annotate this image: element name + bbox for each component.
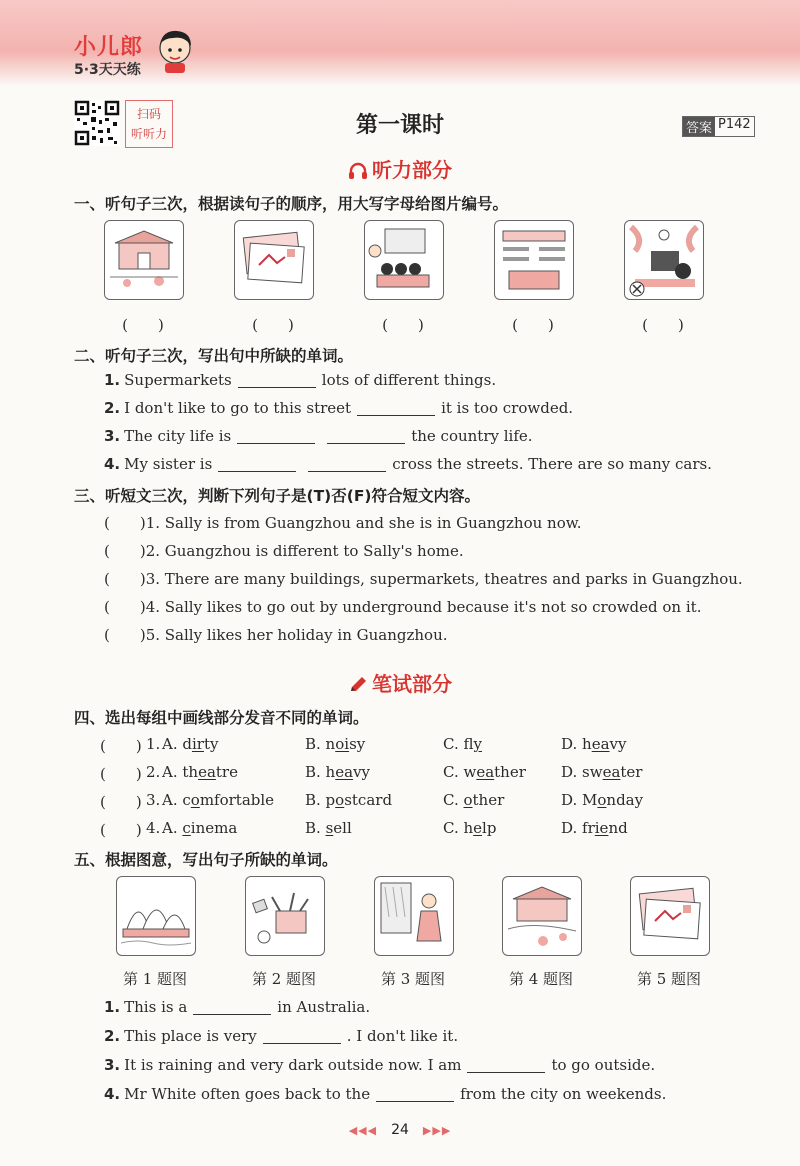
picture-answer-1[interactable]: ( ) [122,316,164,334]
right-arrows-icon: ▶▶▶ [422,1124,452,1137]
picture-theatre [104,220,184,300]
item-number: 3. [104,427,121,445]
scan-label-line2: 听听力 [130,127,167,141]
writing-part-label: 笔试部分 [372,672,452,696]
picture-computer-room [624,220,704,300]
s3-item-5[interactable]: ( )5. Sally likes her holiday in Guangzhou. [104,626,448,644]
s4-option-a: A. dirty [162,735,219,753]
item-text: Mr White often goes back to the [124,1085,371,1103]
s4-option-d: D. Monday [561,791,644,809]
answer-page: P142 [718,117,751,132]
s4-option-a: A. theatre [162,763,238,781]
brand-name: 小儿郎 [74,35,144,60]
picture-caption-5: 第 5 题图 [636,970,702,988]
page-number: 24 [391,1122,409,1138]
picture-caption-4: 第 4 题图 [508,970,574,988]
item-number: 4. [104,455,121,473]
s4-option-c: C. help [443,819,497,837]
item-text: the country life. [411,427,533,445]
pencil-icon [348,676,368,694]
s3-item-2[interactable]: ( )2. Guangzhou is different to Sally's home. [104,542,464,560]
item-text: in Australia. [277,998,371,1016]
s4-item-number: 2. [146,763,161,781]
s5-item-2 [104,1027,458,1045]
picture-cinema [364,220,444,300]
picture-supermarket [494,220,574,300]
lesson-title: 第一课时 [355,113,444,138]
picture-messy-room [245,876,325,956]
item-text: from the city on weekends. [460,1085,667,1103]
s4-option-c: C. other [443,791,505,809]
s4-answer-paren[interactable]: ( ) [100,821,142,839]
answer-page-ref [682,116,755,137]
s4-option-b: B. noisy [305,735,366,753]
item-text: This place is very [124,1027,257,1045]
item-number: 2. [104,1027,121,1045]
picture-answer-4[interactable]: ( ) [512,316,554,334]
section-4-title: 四、选出每组中画线部分发音不同的单词。 [74,709,369,727]
s4-option-d: D. friend [561,819,628,837]
picture-opera-house [116,876,196,956]
section-2-title: 二、听句子三次，写出句中所缺的单词。 [74,347,354,365]
picture-caption-2: 第 2 题图 [251,970,317,988]
item-text: cross the streets. There are so many cars. [392,455,712,473]
boy-mascot-icon [155,26,195,74]
item-number: 2. [104,399,121,417]
section-5-title: 五、根据图意，写出句子所缺的单词。 [74,851,338,869]
s4-answer-paren[interactable]: ( ) [100,737,142,755]
series-name: 5·3天天练 [74,62,141,78]
answer-blank[interactable] [263,1029,341,1044]
listening-part-label: 听力部分 [372,158,452,182]
section-3-title: 三、听短文三次，判断下列句子是(T)否(F)符合短文内容。 [74,487,480,505]
s4-option-d: D. heavy [561,735,627,753]
picture-answer-2[interactable]: ( ) [252,316,294,334]
s3-item-3[interactable]: ( )3. There are many buildings, supermarkets, theatres and parks in Guangzhou. [104,570,743,588]
answer-blank[interactable] [218,457,296,472]
item-text: This is a [124,998,188,1016]
picture-answer-3[interactable]: ( ) [382,316,424,334]
s4-item-number: 4. [146,819,161,837]
s4-option-a: A. comfortable [162,791,275,809]
writing-part-title [0,668,800,697]
s2-item-1 [104,371,496,389]
item-number: 1. [104,998,121,1016]
scan-label-line1: 扫码 [136,107,161,121]
answer-blank[interactable] [193,1000,271,1015]
answer-blank[interactable] [237,429,315,444]
s4-option-d: D. sweater [561,763,643,781]
s2-item-4 [104,455,712,473]
item-text: The city life is [124,427,232,445]
answer-blank[interactable] [467,1058,545,1073]
s4-item-number: 1. [146,735,161,753]
answer-blank[interactable] [357,401,435,416]
answer-blank[interactable] [376,1087,454,1102]
page-footer [0,1122,800,1138]
picture-caption-3: 第 3 题图 [380,970,446,988]
s4-option-c: C. weather [443,763,526,781]
item-number: 3. [104,1056,121,1074]
headphones-icon [348,162,368,180]
s5-item-4 [104,1085,666,1103]
s5-item-3 [104,1056,655,1074]
item-text: I don't like to go to this street [124,399,352,417]
s5-item-1 [104,998,370,1016]
listening-part-title [0,154,800,183]
s4-answer-paren[interactable]: ( ) [100,793,142,811]
answer-blank[interactable] [308,457,386,472]
item-text: it is too crowded. [441,399,574,417]
s4-option-b: B. heavy [305,763,371,781]
picture-girl-at-window [374,876,454,956]
s2-item-2 [104,399,573,417]
item-text: . I don't like it. [346,1027,459,1045]
picture-answer-5[interactable]: ( ) [642,316,684,334]
item-text: to go outside. [551,1056,656,1074]
picture-postcards-1 [234,220,314,300]
s4-option-a: A. cinema [162,819,238,837]
answer-blank[interactable] [327,429,405,444]
picture-postcards-2 [630,876,710,956]
s4-item-number: 3. [146,791,161,809]
answer-label: 答案 [683,117,715,136]
s4-option-b: B. sell [305,819,352,837]
item-text: It is raining and very dark outside now. I am [124,1056,462,1074]
left-arrows-icon: ◀◀◀ [348,1124,378,1137]
item-number: 4. [104,1085,121,1103]
picture-countryside [502,876,582,956]
brand-logo [74,30,143,79]
item-text: Supermarkets [124,371,232,389]
s4-option-b: B. postcard [305,791,393,809]
picture-caption-1: 第 1 题图 [122,970,188,988]
item-text: lots of different things. [321,371,497,389]
section-1-title: 一、听句子三次，根据读句子的顺序，用大写字母给图片编号。 [74,195,509,213]
s3-item-4[interactable]: ( )4. Sally likes to go out by underground because it's not so crowded on it. [104,598,702,616]
item-number: 1. [104,371,121,389]
s2-item-3 [104,427,533,445]
s3-item-1[interactable]: ( )1. Sally is from Guangzhou and she is in Guangzhou now. [104,514,582,532]
s4-answer-paren[interactable]: ( ) [100,765,142,783]
answer-blank[interactable] [238,373,316,388]
s4-option-c: C. fly [443,735,482,753]
item-text: My sister is [124,455,213,473]
